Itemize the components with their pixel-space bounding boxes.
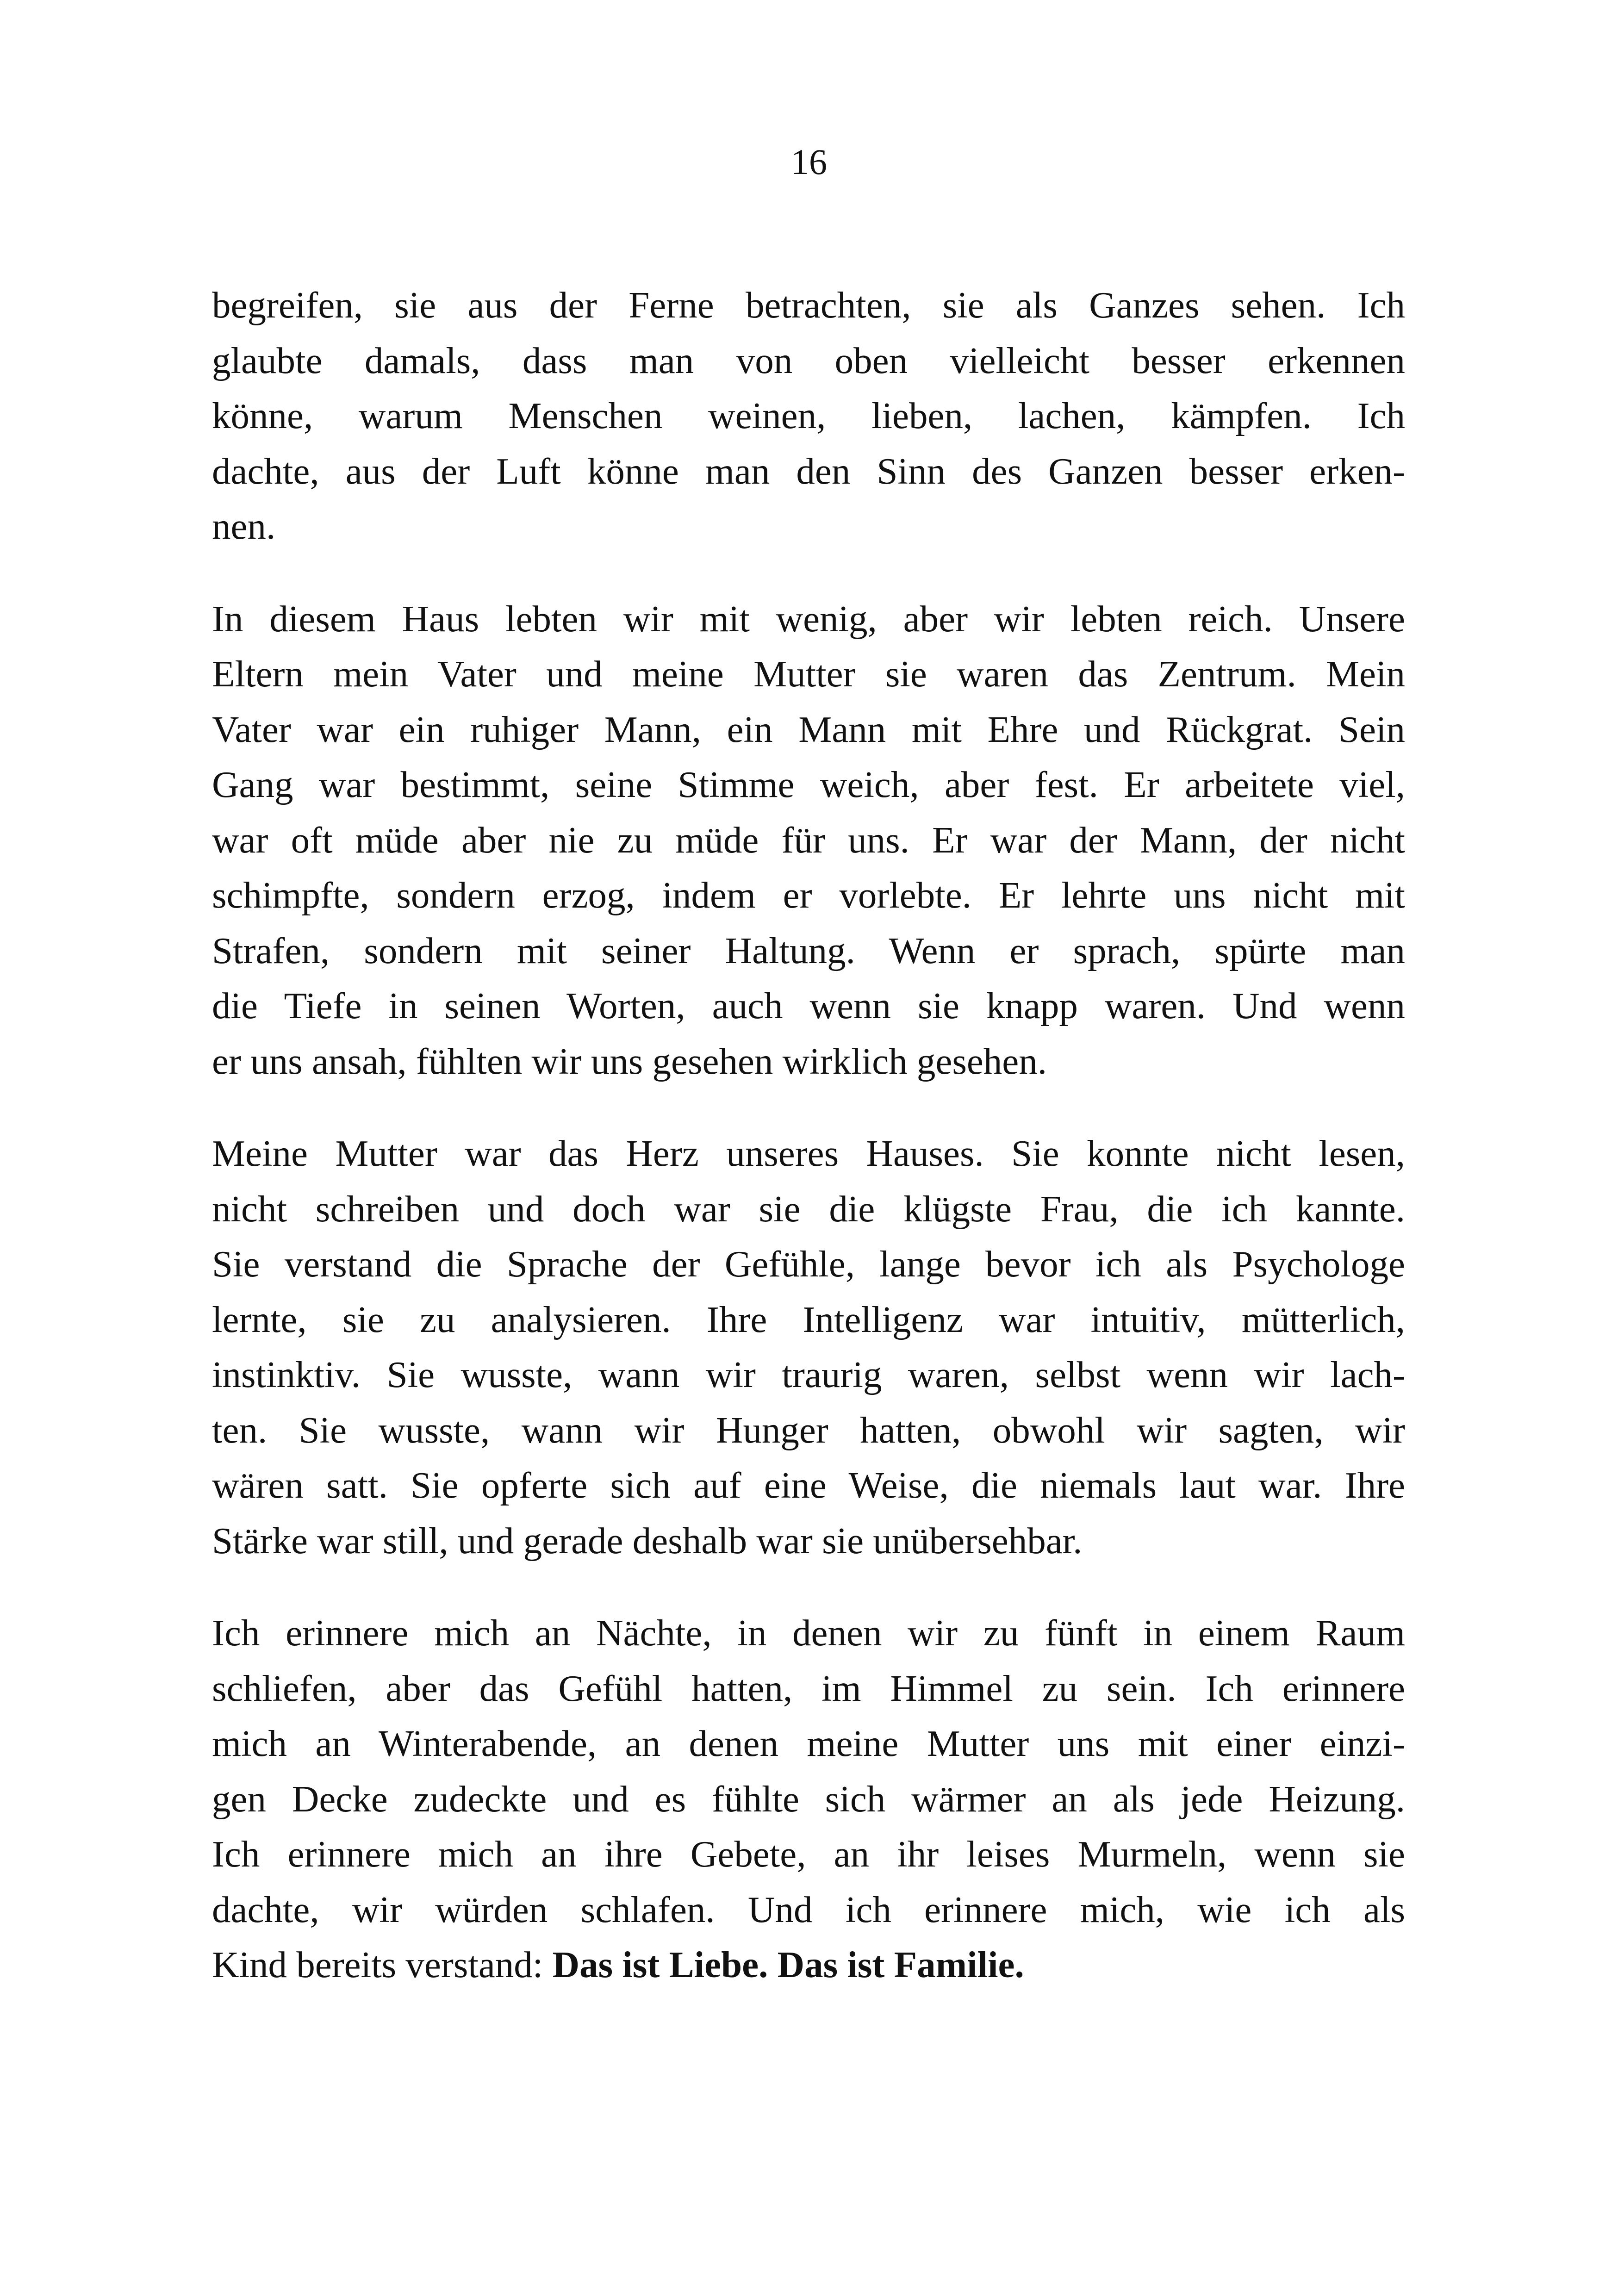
body-text xyxy=(212,278,1405,1993)
text-line: Eltern mein Vater und meine Mutter sie waren das Zentrum. Mein xyxy=(212,653,1405,695)
paragraph-1 xyxy=(212,278,1405,554)
text-line: die Tiefe in seinen Worten, auch wenn sie knapp waren. Und wenn xyxy=(212,985,1405,1027)
paragraph-2 xyxy=(212,591,1405,1089)
text-line: könne, warum Menschen weinen, lieben, lachen, kämpfen. Ich xyxy=(212,395,1405,436)
text-line: war oft müde aber nie zu müde für uns. Er war der Mann, der nicht xyxy=(212,819,1405,861)
final-line-text: Kind bereits verstand: xyxy=(212,1944,553,1985)
page-number: 16 xyxy=(791,142,827,182)
text-line: gen Decke zudeckte und es fühlte sich wärmer an als jede Heizung. xyxy=(212,1778,1405,1820)
text-line: instinktiv. Sie wusste, wann wir traurig waren, selbst wenn wir lach- xyxy=(212,1354,1405,1395)
text-line: In diesem Haus lebten wir mit wenig, aber wir lebten reich. Unsere xyxy=(212,597,1405,640)
paragraph-3 xyxy=(212,1126,1405,1568)
text-line: schliefen, aber das Gefühl hatten, im Himmel zu sein. Ich erinnere xyxy=(212,1667,1405,1709)
text-line: mich an Winterabende, an denen meine Mutter uns mit einer einzi- xyxy=(212,1723,1405,1764)
text-line: wären satt. Sie opferte sich auf eine Weise, die niemals laut war. Ihre xyxy=(212,1464,1405,1506)
text-line-final xyxy=(212,1937,1405,1993)
text-line: begreifen, sie aus der Ferne betrachten, sie als Ganzes sehen. Ich xyxy=(212,284,1405,326)
text-line: dachte, aus der Luft könne man den Sinn des Ganzen besser erken- xyxy=(212,450,1405,492)
text-line: dachte, wir würden schlafen. Und ich erinnere mich, wie ich als xyxy=(212,1888,1405,1930)
text-line: lernte, sie zu analysieren. Ihre Intelligenz war intuitiv, mütterlich, xyxy=(212,1298,1405,1340)
text-line: glaubte damals, dass man von oben vielleicht besser erkennen xyxy=(212,339,1405,381)
text-line: Strafen, sondern mit seiner Haltung. Wenn er sprach, spürte man xyxy=(212,929,1405,971)
text-line: schimpfte, sondern erzog, indem er vorlebte. Er lehrte uns nicht mit xyxy=(212,874,1405,916)
text-line: Sie verstand die Sprache der Gefühle, lange bevor ich als Psychologe xyxy=(212,1243,1405,1285)
text-line: Ich erinnere mich an ihre Gebete, an ihr leises Murmeln, wenn sie xyxy=(212,1833,1405,1875)
text-line: nicht schreiben und doch war sie die klügste Frau, die ich kannte. xyxy=(212,1188,1405,1230)
paragraph-4 xyxy=(212,1605,1405,1993)
text-line: er uns ansah, fühlten wir uns gesehen wirklich gesehen. xyxy=(212,1040,1047,1082)
emphasis-text: Das ist Liebe. Das ist Familie. xyxy=(552,1944,1024,1985)
text-line: Gang war bestimmt, seine Stimme weich, aber fest. Er arbeitete viel, xyxy=(212,764,1405,805)
text-line: nen. xyxy=(212,505,276,547)
text-line: Ich erinnere mich an Nächte, in denen wir zu fünft in einem Raum xyxy=(212,1612,1405,1654)
text-line: Meine Mutter war das Herz unseres Hauses. Sie konnte nicht lesen, xyxy=(212,1132,1405,1174)
text-line: Stärke war still, und gerade deshalb war sie unübersehbar. xyxy=(212,1519,1083,1562)
text-line: ten. Sie wusste, wann wir Hunger hatten, obwohl wir sagten, wir xyxy=(212,1409,1405,1451)
text-line: Vater war ein ruhiger Mann, ein Mann mit Ehre und Rückgrat. Sein xyxy=(212,708,1405,750)
